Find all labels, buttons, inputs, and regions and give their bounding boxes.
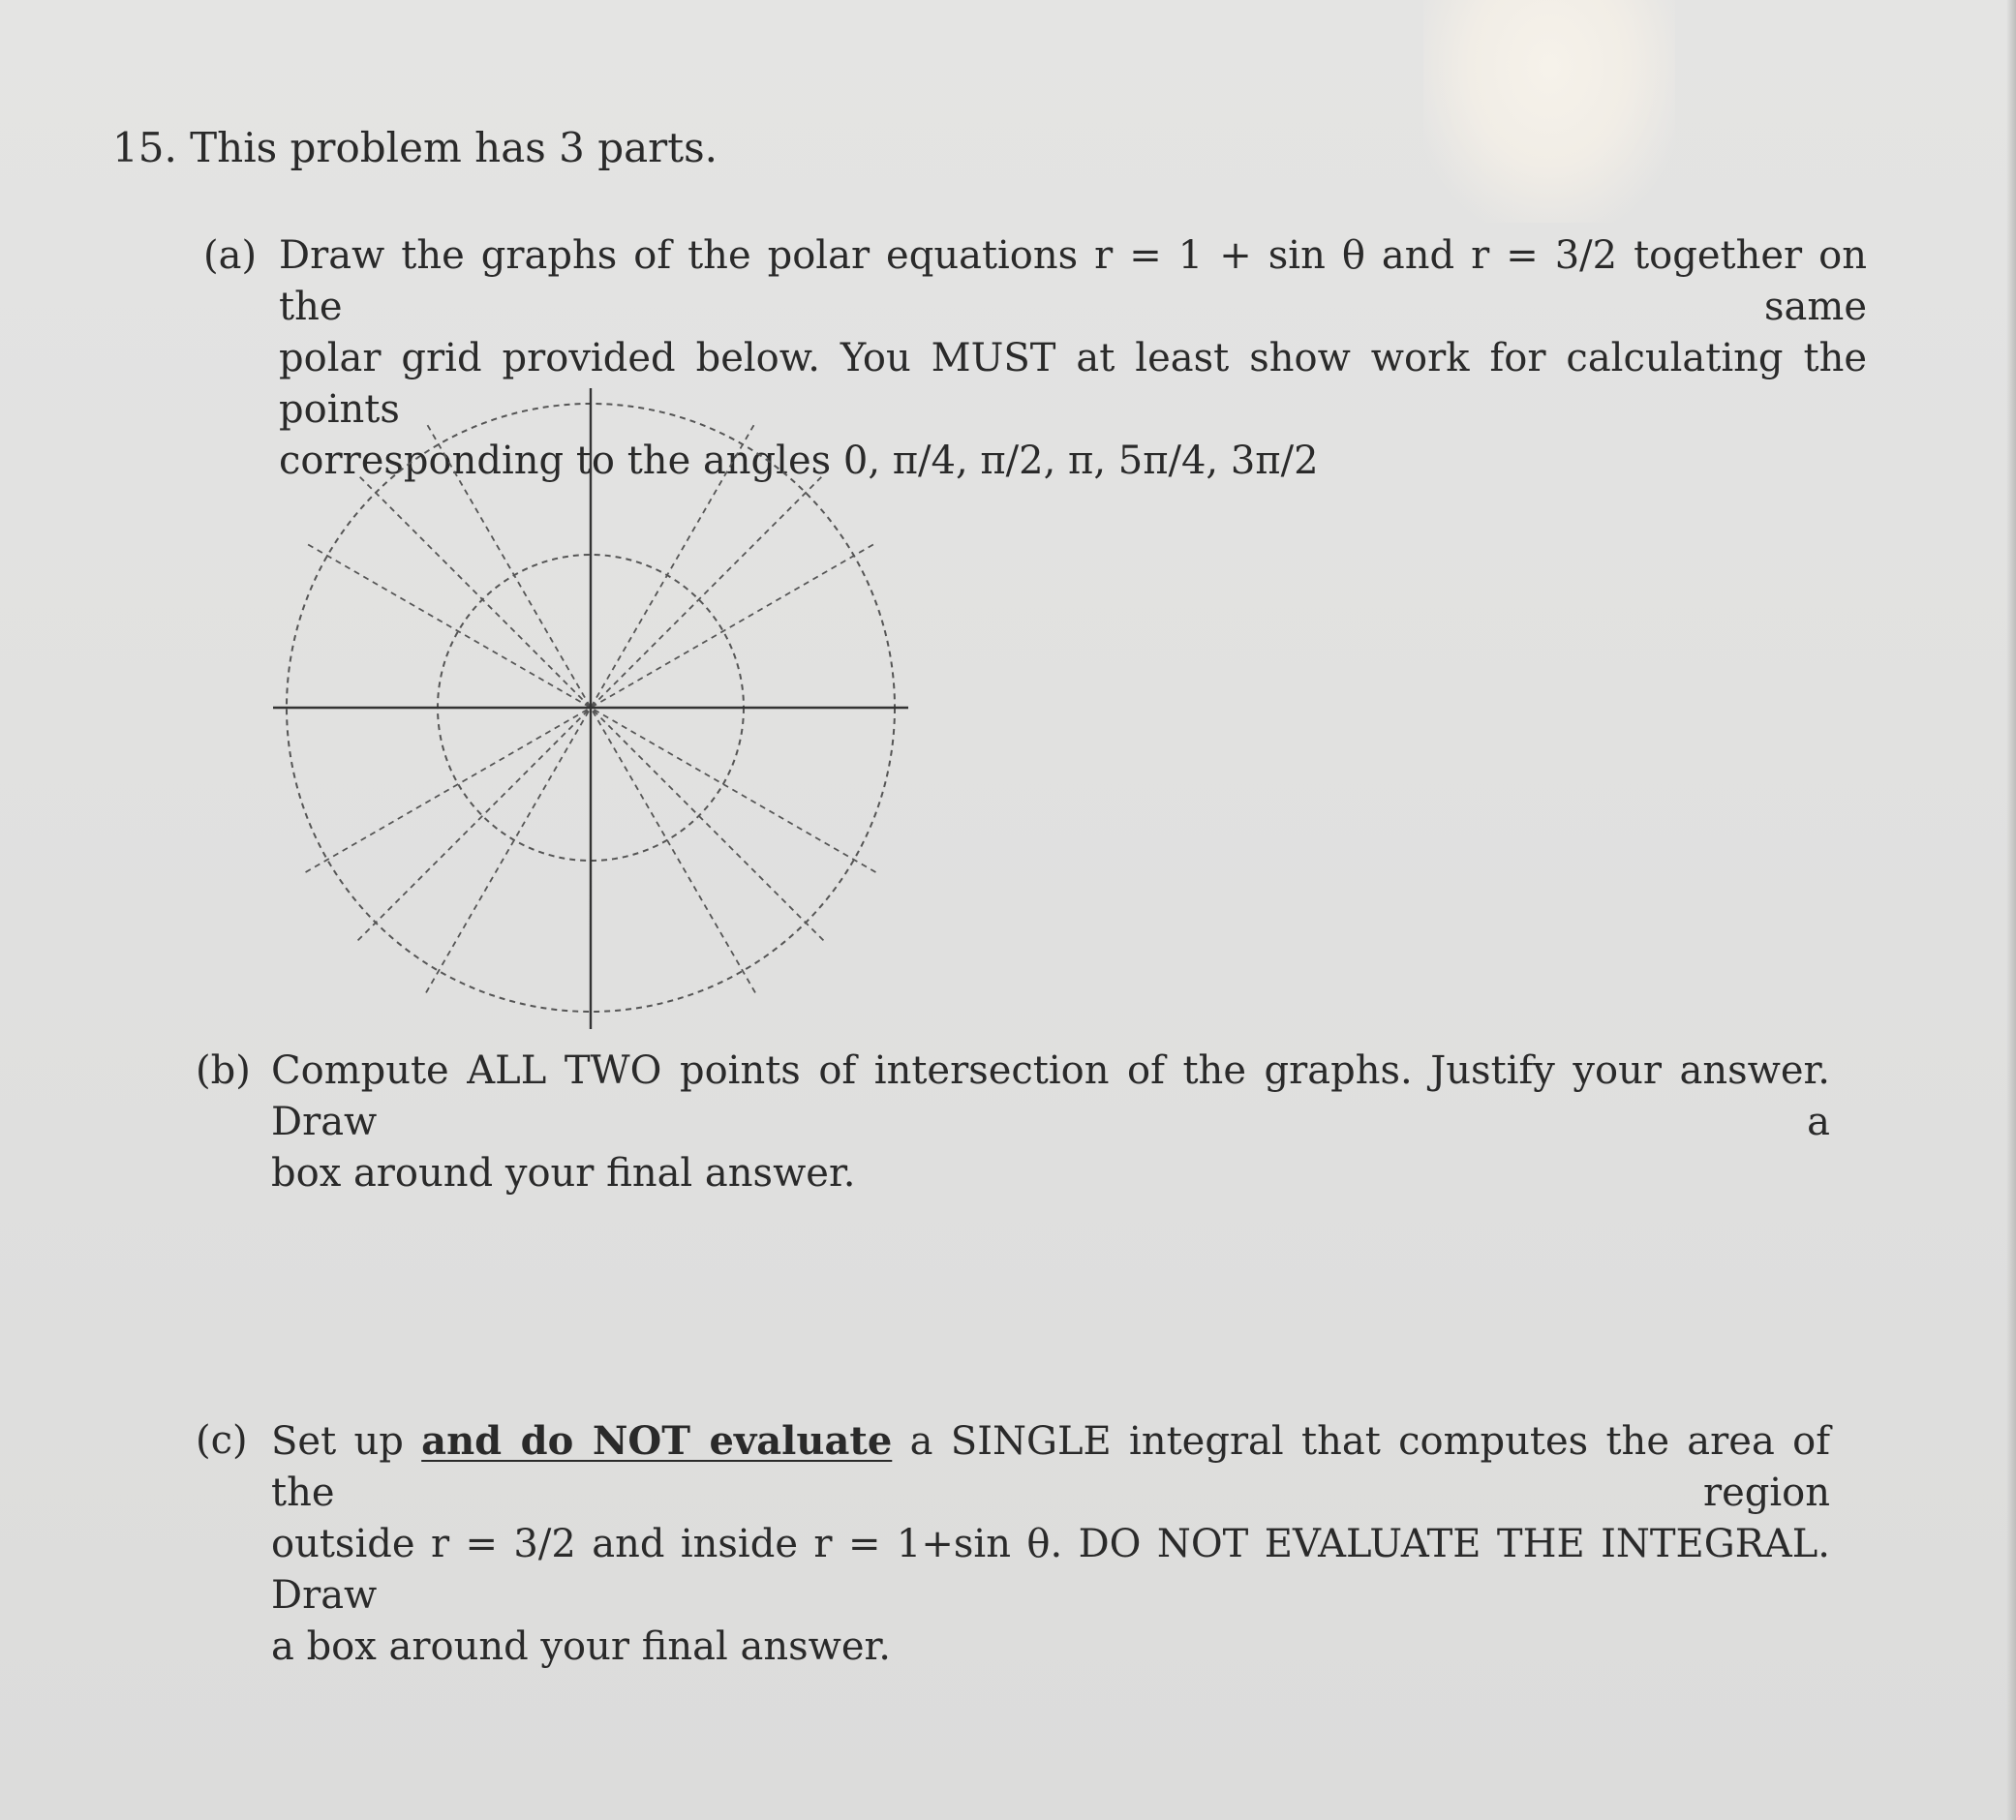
part-a-label: (a) [203, 233, 258, 278]
part-c [196, 1415, 1842, 1669]
part-b-label: (b) [196, 1048, 251, 1093]
part-a-line-1: Draw the graphs of the polar equations r = 1 + sin θ and r = 3/2 together on the same [279, 233, 1867, 329]
part-c-line-1-end: a SINGLE integral that computes the area of the region [271, 1419, 1831, 1515]
problem-title: 15. This problem has 3 parts. [112, 124, 718, 171]
polar-grid [271, 382, 910, 1033]
part-a-line-2: polar grid provided below. You MUST at least show work for calculating the points [279, 336, 1867, 432]
part-b-text [271, 1046, 1830, 1199]
part-a [203, 230, 1869, 483]
part-b [196, 1046, 1842, 1196]
part-a-line-3: corresponding to the angles 0, π/4, π/2, π, 5π/4, 3π/2 [279, 439, 1319, 483]
part-c-emphasis: and do NOT evaluate [421, 1418, 893, 1464]
part-b-line-1: Compute ALL TWO points of intersection of the graphs. Justify your answer. Draw a [271, 1048, 1830, 1144]
part-c-line-1 [271, 1415, 1830, 1519]
part-c-line-1-start: Set up [271, 1419, 404, 1464]
part-c-line-3: a box around your final answer. [271, 1624, 891, 1669]
part-c-line-2: outside r = 3/2 and inside r = 1+sin θ. DO NOT EVALUATE THE INTEGRAL. Draw [271, 1522, 1830, 1618]
part-c-text [271, 1415, 1830, 1673]
part-c-label: (c) [196, 1418, 248, 1463]
light-glare [1423, 0, 1675, 223]
part-b-line-2: box around your final answer. [271, 1151, 856, 1196]
page-edge-shadow [2006, 0, 2016, 1820]
